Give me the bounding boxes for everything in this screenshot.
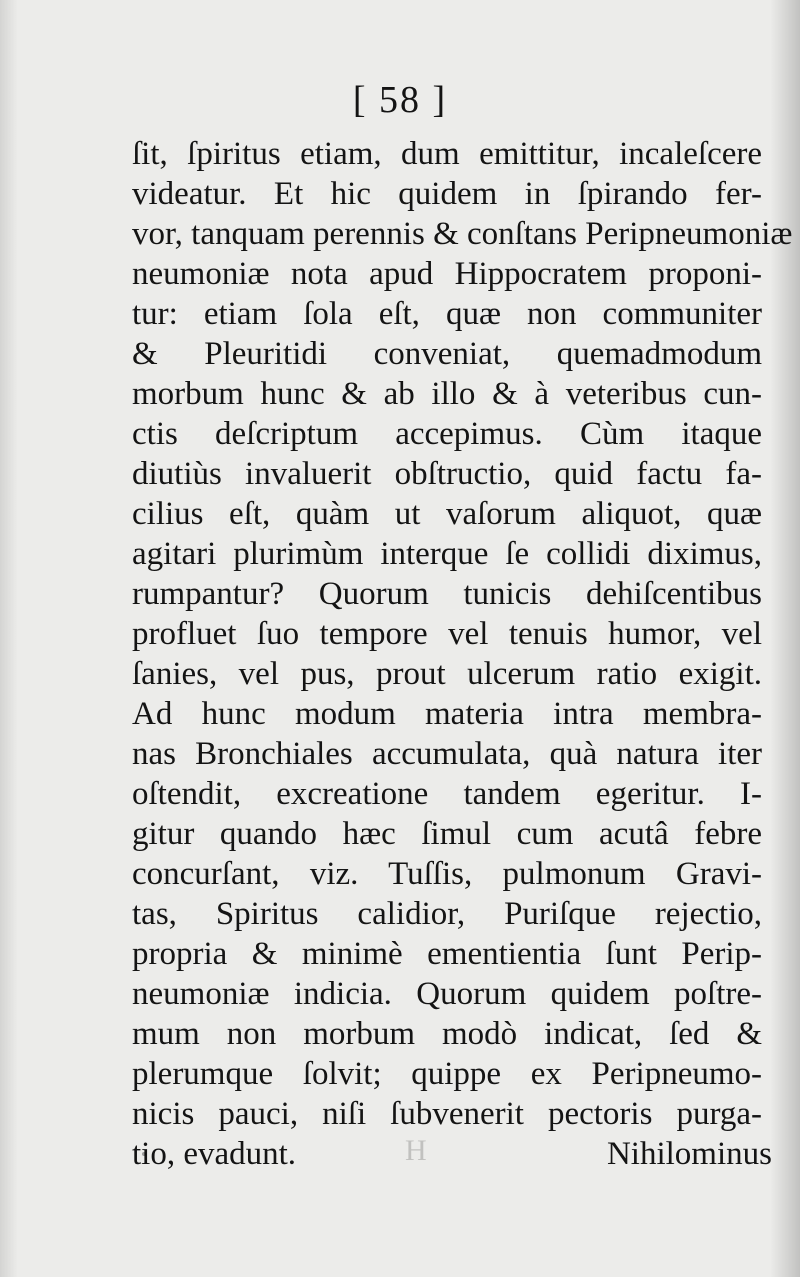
ink-speck bbox=[142, 1152, 146, 1156]
text-line: nicis pauci, niſi ſubvenerit pectoris purga- bbox=[132, 1096, 762, 1132]
text-line: tur: etiam ſola eſt, quæ non communiter bbox=[132, 296, 762, 332]
text-line: concurſant, viz. Tuſſis, pulmonum Gravi- bbox=[132, 856, 762, 892]
signature-mark: H bbox=[405, 1134, 427, 1167]
text-line: neumoniæ nota apud Hippocratem proponi- bbox=[132, 256, 762, 292]
text-line: rumpantur? Quorum tunicis dehiſcentibus bbox=[132, 576, 762, 612]
text-line: plerumque ſolvit; quippe ex Peripneumo- bbox=[132, 1056, 762, 1092]
body-text bbox=[132, 134, 793, 1174]
text-line: & Pleuritidi conveniat, quemadmodum bbox=[132, 336, 762, 372]
catchword: Nihilominus bbox=[606, 1136, 772, 1172]
text-line: agitari plurimùm interque ſe collidi diximus, bbox=[132, 536, 762, 572]
text-line: Ad hunc modum materia intra membra- bbox=[132, 696, 762, 732]
page-number: [ 58 ] bbox=[352, 79, 448, 121]
text-line: vor, tanquam perennis & conſtans Peripneumoniæ bbox=[132, 216, 793, 252]
text-line: mum non morbum modò indicat, ſed & bbox=[132, 1016, 762, 1052]
text-line: ſit, ſpiritus etiam, dum emittitur, incaleſcere bbox=[132, 136, 762, 172]
text-line: cilius eſt, quàm ut vaſorum aliquot, quæ bbox=[132, 496, 762, 532]
text-line: gitur quando hæc ſimul cum acutâ febre bbox=[132, 816, 762, 852]
text-line: ctis deſcriptum accepimus. Cùm itaque bbox=[132, 416, 762, 452]
text-line: profluet ſuo tempore vel tenuis humor, vel bbox=[132, 616, 762, 652]
text-line: propria & minimè ementientia ſunt Perip- bbox=[132, 936, 762, 972]
text-line: tas, Spiritus calidior, Puriſque rejectio, bbox=[132, 896, 762, 932]
text-line: oſtendit, excreatione tandem egeritur. I- bbox=[132, 776, 762, 812]
text-line: neumoniæ indicia. Quorum quidem poſtre- bbox=[132, 976, 762, 1012]
text-line: morbum hunc & ab illo & à veteribus cun- bbox=[132, 376, 762, 412]
text-line: nas Bronchiales accumulata, quà natura iter bbox=[132, 736, 762, 772]
text-line: diutiùs invaluerit obſtructio, quid factu fa- bbox=[132, 456, 762, 492]
text-line: videatur. Et hic quidem in ſpirando fer- bbox=[132, 176, 762, 212]
text-line: tio, evadunt. bbox=[132, 1136, 297, 1172]
text-line: ſanies, vel pus, prout ulcerum ratio exigit. bbox=[132, 656, 762, 692]
